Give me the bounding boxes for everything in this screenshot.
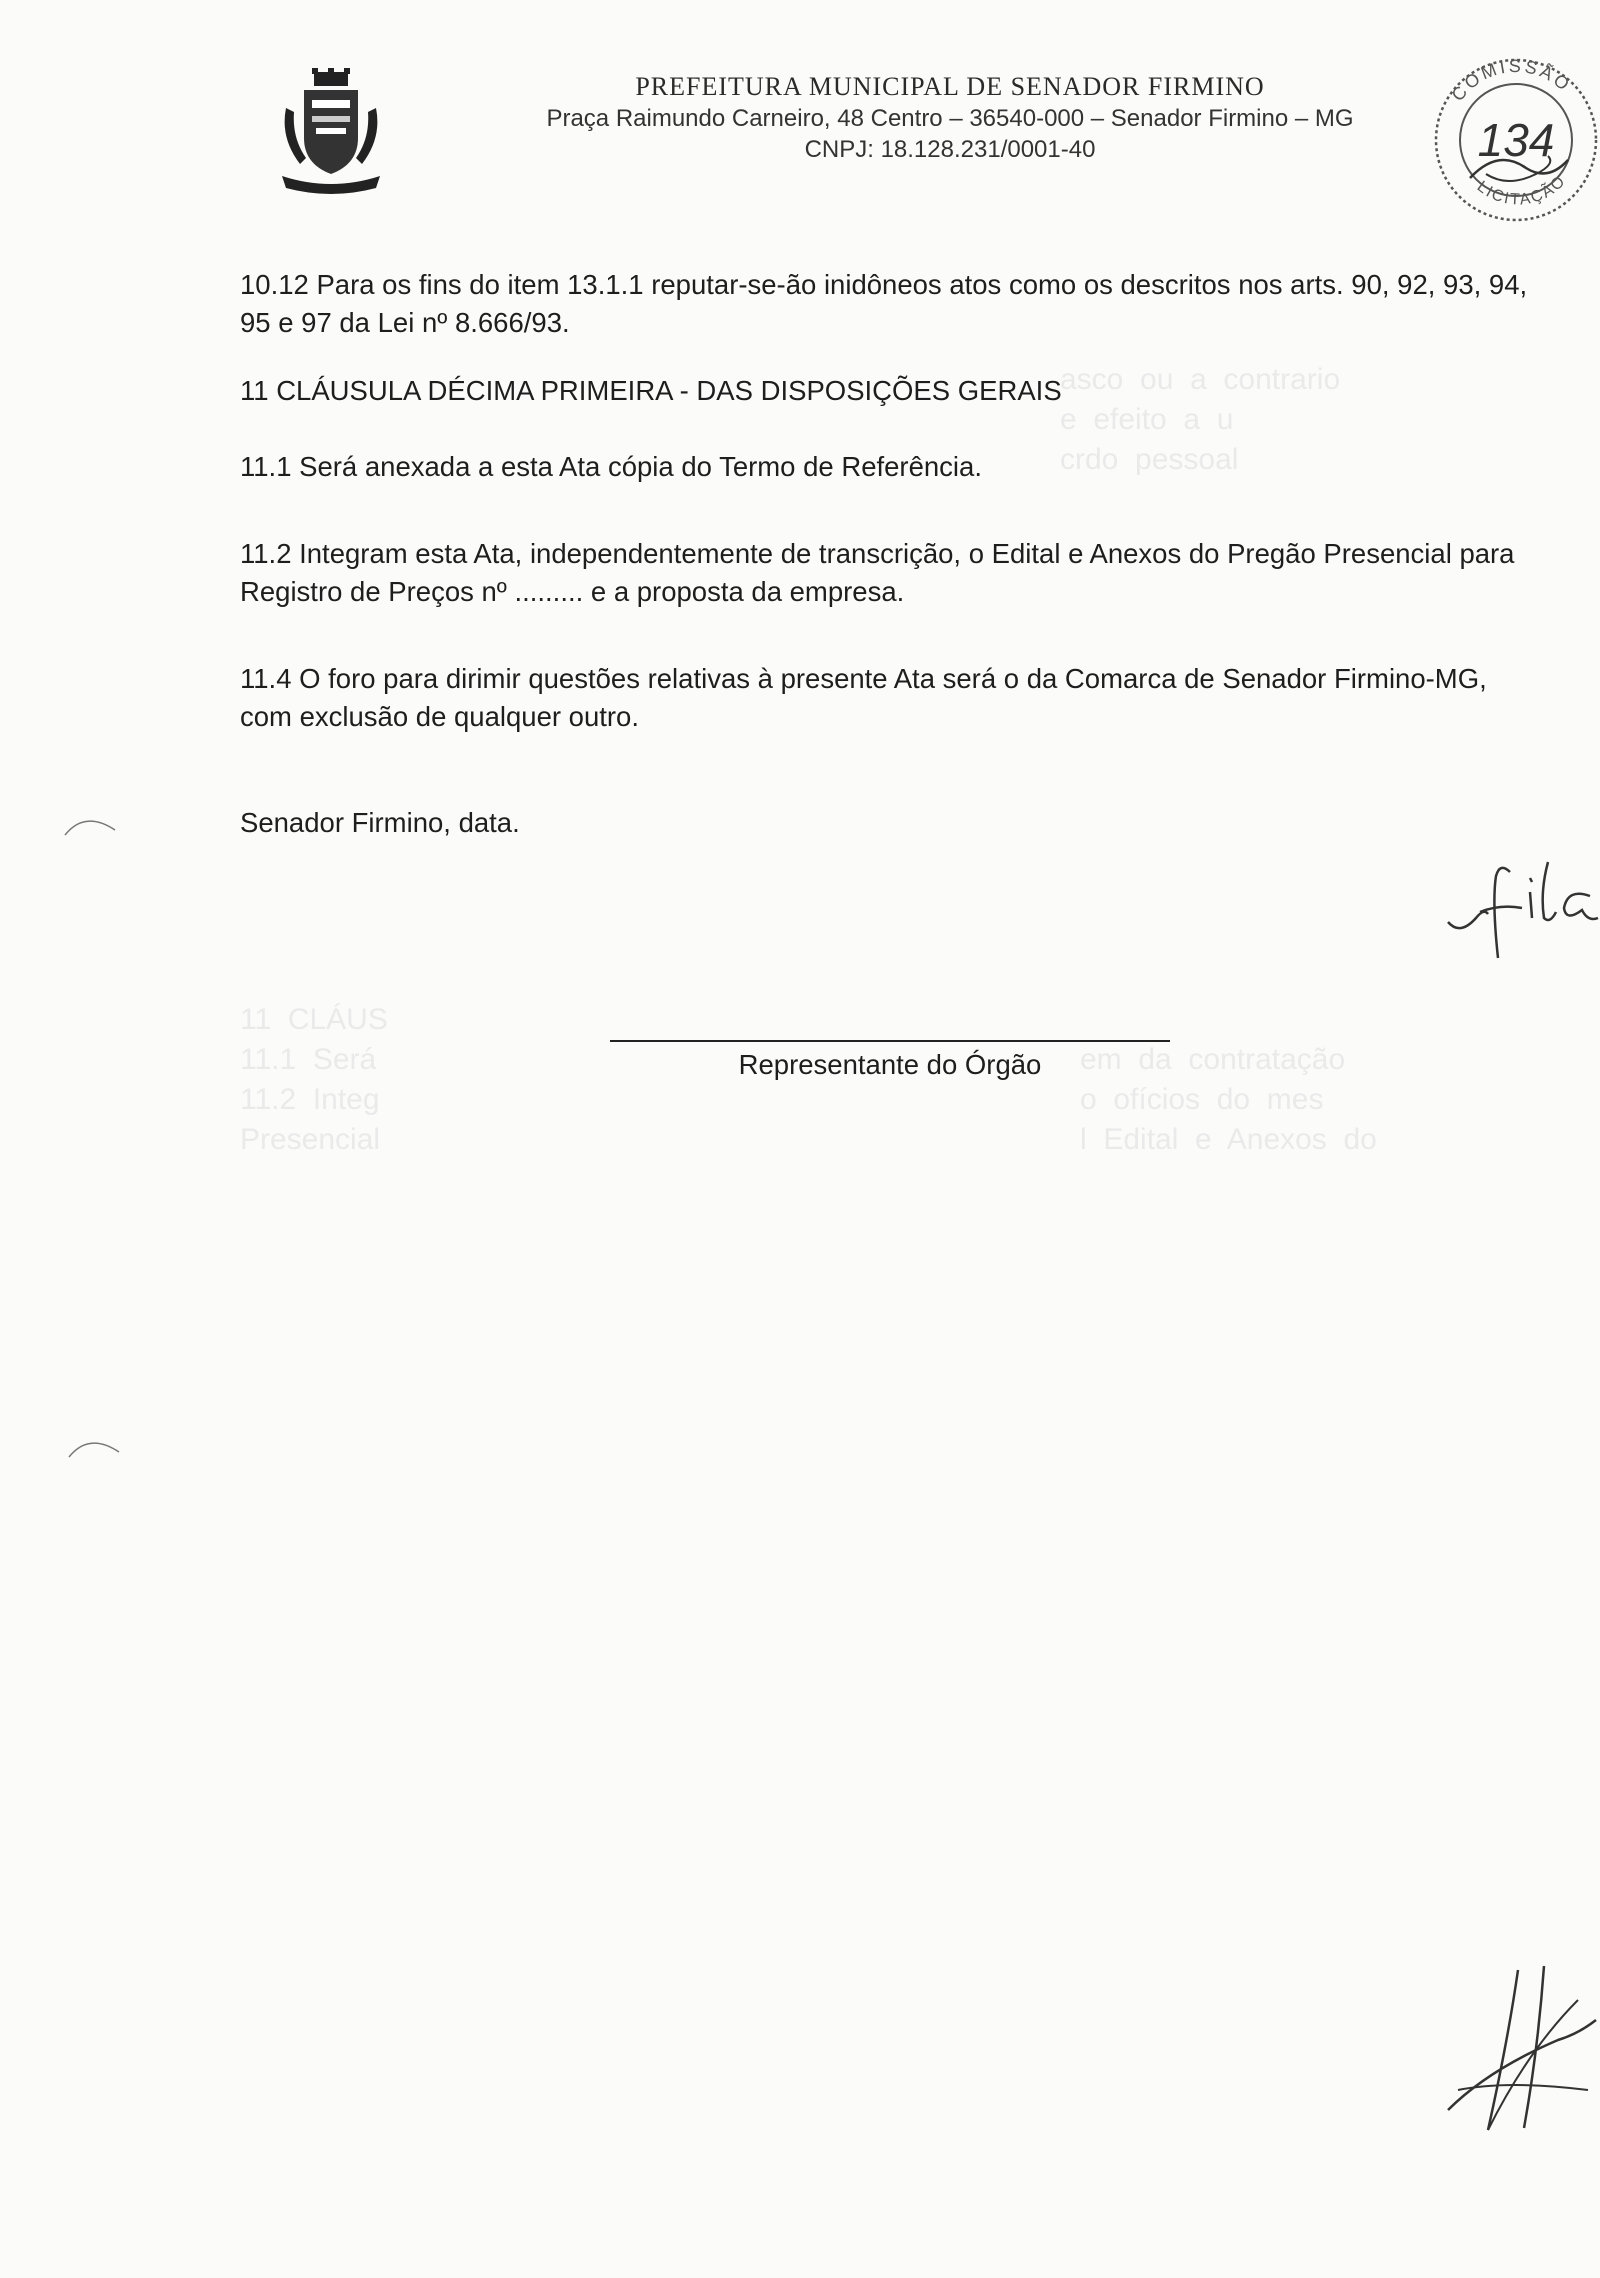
bleed-through-texture: 11 CLÁUS 11.1 Será 11.2 Integ Presencial (240, 1003, 388, 1156)
bleed-through-texture: em da contratação o ofícios do mes l Edital e Anexos do (1080, 1043, 1377, 1156)
svg-text:COMISSÃO (1448, 56, 1576, 105)
bleed-through-texture: asco ou a contrario e efeito a u crdo pessoal (1060, 363, 1341, 476)
commission-stamp (1428, 28, 1598, 228)
clause-11-2: 11.2 Integram esta Ata, independentemente de transcrição, o Edital e Anexos do Pregão Presencial para Registro de Preços nº ......... e a proposta da empresa. (240, 538, 1515, 607)
svg-text:LICITAÇÃO (1474, 172, 1570, 209)
punch-mark-icon (64, 1432, 124, 1462)
punch-mark-icon (60, 810, 120, 840)
stamp-bottom-text: LICITAÇÃO (1473, 172, 1570, 209)
org-address: Praça Raimundo Carneiro, 48 Centro – 36540-000 – Senador Firmino – MG (546, 105, 1354, 132)
handwritten-initials (1428, 1960, 1600, 2140)
clause-10-12: 10.12 Para os fins do item 13.1.1 reputar-se-ão inidôneos atos como os descritos nos arts. 90, 92, 93, 94, 95 e 97 da Lei nº 8.666/93. (240, 269, 1528, 338)
signature-caption: Representante do Órgão (738, 1049, 1042, 1080)
clause-11-title: 11 CLÁUSULA DÉCIMA PRIMEIRA - DAS DISPOSIÇÕES GERAIS (240, 375, 1062, 406)
place-date: Senador Firmino, data. (240, 807, 520, 838)
stamp-top-text: COMISSÃO (1447, 55, 1576, 105)
handwritten-rubric (1440, 852, 1600, 962)
letterhead (470, 70, 1430, 166)
org-cnpj: CNPJ: 18.128.231/0001-40 (804, 136, 1096, 163)
coat-of-arms-icon (276, 68, 386, 198)
clause-11-1: 11.1 Será anexada a esta Ata cópia do Termo de Referência. (240, 451, 982, 482)
stamp-page-number: 134 (1477, 114, 1555, 166)
clause-11-4: 11.4 O foro para dirimir questões relativas à presente Ata será o da Comarca de Senador Firmino-MG, com exclusão de qualquer outro. (240, 663, 1487, 732)
org-name: PREFEITURA MUNICIPAL DE SENADOR FIRMINO (635, 72, 1265, 101)
signature-line (610, 1040, 1170, 1042)
